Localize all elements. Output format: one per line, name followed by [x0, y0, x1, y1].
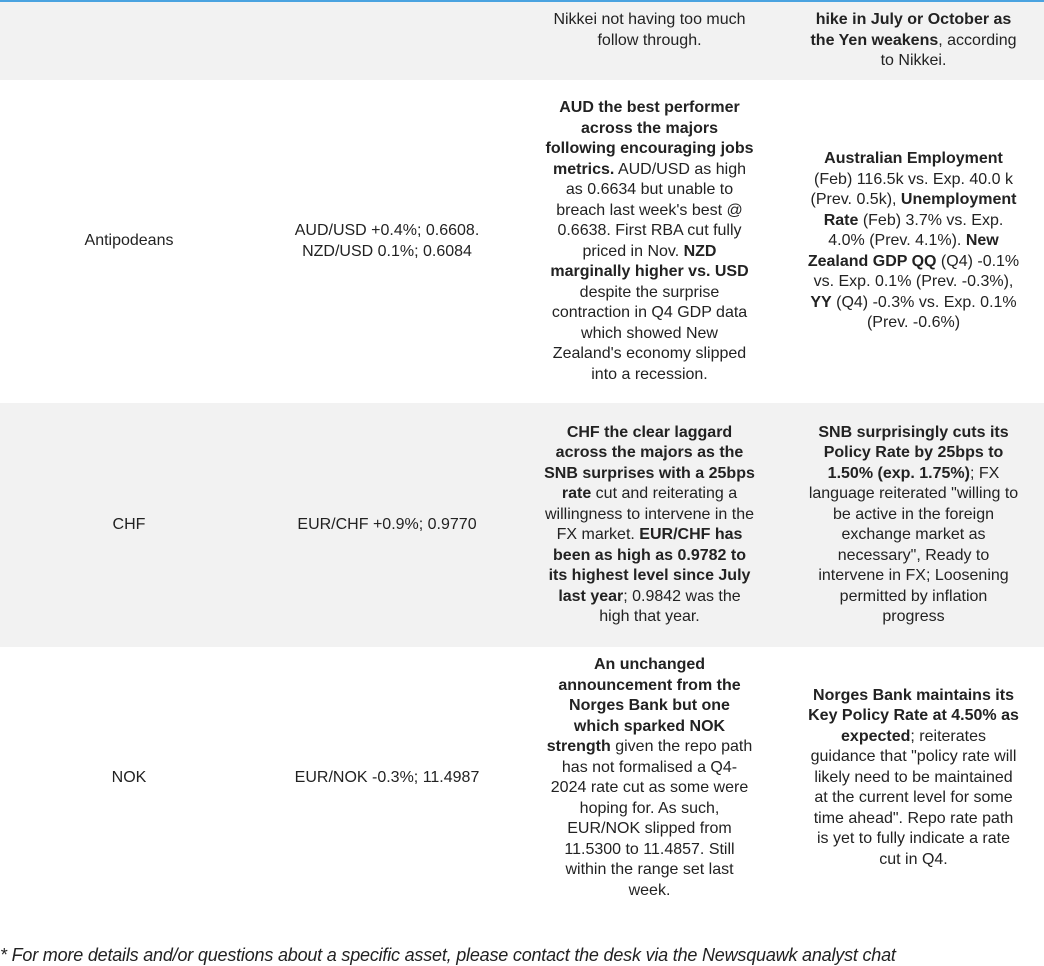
events-segment: , according to Nikkei.	[880, 31, 1017, 69]
commentary-segment: cut and reiterating a willingness to intervene in the FX market.	[544, 485, 754, 543]
move-text: EUR/CHF +0.9%; 0.9770	[297, 515, 477, 533]
commentary-cell	[516, 403, 783, 647]
commentary-segment: Nikkei not having too much follow through.	[553, 11, 746, 49]
events-segment: ; reiterates guidance that "policy rate will likely need to be maintained at the current level for some time ahead". Repo rate path is yet to fully indicate a rate cut in Q4.	[810, 727, 1017, 868]
commentary-segment: despite the surprise contraction in Q4 GDP data which showed New Zealand's economy slipped into a recession.	[551, 283, 748, 383]
commentary-segment-bold: NZD marginally higher vs. USD	[550, 242, 749, 280]
commentary-cell	[516, 80, 783, 403]
events-text	[807, 423, 1021, 628]
commentary-segment: AUD/USD as high as 0.6634 but unable to breach last week's best @ 0.6638. First RBA cut fully priced in Nov.	[556, 160, 746, 260]
footnote: * For more details and/or questions about a specific asset, please contact the desk via the Newsquawk analyst chat	[0, 945, 896, 965]
commentary-cell	[516, 647, 783, 909]
events-cell	[783, 403, 1044, 647]
commentary-segment: ; 0.9842 was the high that year.	[599, 587, 741, 625]
table-row	[0, 2, 1044, 80]
events-segment: (Q4) -0.3% vs. Exp. 0.1% (Prev. -0.6%)	[831, 293, 1017, 332]
events-segment: (Feb) 3.7% vs. Exp. 4.0% (Prev. 4.1%).	[828, 211, 1004, 250]
events-segment: (Feb) 116.5k vs. Exp. 40.0 k (Prev. 0.5k),	[810, 170, 1013, 209]
events-segment-bold: hike in July or October as the Yen weakens	[810, 11, 1012, 49]
commentary-segment-bold: CHF the clear laggard across the majors as the SNB surprises with a 25bps rate	[544, 423, 755, 502]
events-segment-bold: Norges Bank maintains its Key Policy Rate at 4.50% as expected	[808, 686, 1019, 745]
events-text	[807, 686, 1021, 871]
asset-label: CHF	[112, 515, 146, 533]
move-text: EUR/NOK -0.3%; 11.4987	[294, 768, 480, 786]
move-cell	[258, 647, 516, 909]
events-segment-bold: YY	[810, 293, 832, 311]
move-cell	[258, 80, 516, 403]
commentary-segment-bold: AUD the best performer across the majors following encouraging jobs metrics.	[545, 99, 754, 178]
commentary-text	[545, 98, 755, 385]
events-segment: (Q4) -0.1% vs. Exp. 0.1% (Prev. -0.3%),	[813, 252, 1020, 291]
commentary-text	[545, 655, 755, 901]
events-cell	[783, 2, 1044, 80]
events-segment-bold: Australian Employment	[824, 150, 1003, 168]
events-segment-bold: SNB surprisingly cuts its Policy Rate by 25bps to 1.50% (exp. 1.75%)	[818, 423, 1009, 482]
move-cell	[258, 403, 516, 647]
table-row	[0, 80, 1044, 403]
asset-cell	[0, 2, 258, 80]
asset-label: Antipodeans	[84, 232, 174, 250]
asset-cell	[0, 403, 258, 647]
asset-cell	[0, 647, 258, 909]
events-cell	[783, 80, 1044, 403]
fx-table	[0, 2, 1044, 909]
asset-cell	[0, 80, 258, 403]
commentary-segment-bold: An unchanged announcement from the Norges Bank but one which sparked NOK strength	[546, 656, 741, 755]
events-text	[807, 149, 1021, 334]
events-segment-bold: Unemployment Rate	[823, 191, 1017, 229]
commentary-segment: given the repo path has not formalised a Q4-2024 rate cut as some were hoping for. As such, EUR/NOK slipped from 11.5300 to 11.4857. Still within the range set last week.	[550, 738, 753, 899]
events-text	[807, 10, 1021, 72]
table-row	[0, 403, 1044, 647]
asset-label: NOK	[111, 768, 147, 786]
move-cell	[258, 2, 516, 80]
commentary-cell	[516, 2, 783, 80]
commentary-segment-bold: EUR/CHF has been as high as 0.9782 to its highest level since July last year	[548, 526, 751, 605]
commentary-text	[544, 423, 756, 628]
events-segment: ; FX language reiterated "willing to be active in the foreign exchange market as necessary", Ready to intervene in FX; Loosening permitted by inflation progress	[808, 464, 1019, 625]
events-segment-bold: New Zealand GDP QQ	[807, 232, 999, 270]
table-row	[0, 647, 1044, 909]
events-cell	[783, 647, 1044, 909]
commentary-text	[545, 10, 755, 51]
move-text: AUD/USD +0.4%; 0.6608. NZD/USD 0.1%; 0.6084	[294, 222, 480, 260]
